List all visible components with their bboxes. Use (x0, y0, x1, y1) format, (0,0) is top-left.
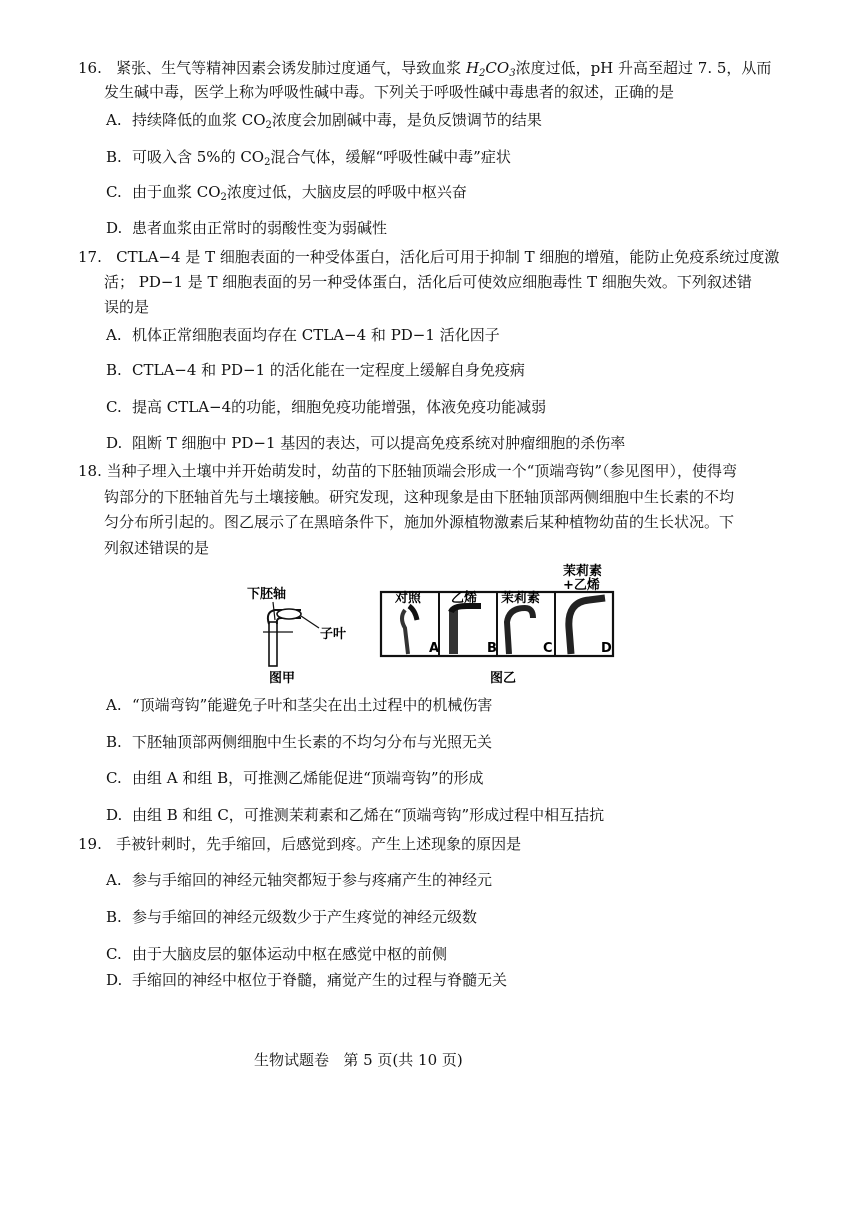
q18-option-c: C. 由组 A 和组 B，可推测乙烯能促进“顶端弯钩”的形成 (106, 769, 484, 787)
q18-figure (245, 562, 620, 690)
group-c-label: 茉莉素 (501, 591, 541, 606)
q18-option-b: B. 下胚轴顶部两侧细胞中生长素的不均匀分布与光照无关 (106, 733, 493, 751)
q16-stem-line2: 发生碱中毒，医学上称为呼吸性碱中毒。下列关于呼吸性碱中毒患者的叙述，正确的是 (104, 83, 675, 101)
h2co3-formula: $H_2CO_3$ (465, 59, 516, 79)
group-a-letter: A (429, 641, 440, 656)
q16-option-a: A. 持续降低的血浆 $CO_2$浓度会加剧碱中毒，是负反馈调节的结果 (106, 111, 542, 131)
cotyledon-label: 子叶 (320, 627, 347, 642)
q16-stem-line1: 16. 紧张、生气等精神因素会诱发肺过度通气，导致血浆 $H_2CO_3$浓度过低，pH 升高至超过 7. 5，从而 (78, 59, 772, 79)
q19-option-a: A. 参与手缩回的神经元轴突都短于参与疼痛产生的神经元 (106, 871, 493, 889)
q18-option-d: D. 由组 B 和组 C，可推测茉莉素和乙烯在“顶端弯钩”形成过程中相互拮抗 (106, 806, 605, 824)
group-a-label: 对照 (395, 591, 422, 606)
group-d-label2: +乙烯 (563, 578, 600, 593)
page-footer (254, 1050, 463, 1070)
q17-stem-line1: 17. CTLA−4 是 T 细胞表面的一种受体蛋白，活化后可用于抑制 T 细胞的增殖，能防止免疫系统过度激 (78, 248, 780, 266)
footer-page-number: 第 5 页(共 10 页) (343, 1051, 463, 1069)
q16-option-d: D. 患者血浆由正常时的弱酸性变为弱碱性 (106, 219, 388, 237)
q17-stem-line2: 活； PD−1 是 T 细胞表面的另一种受体蛋白，活化后可使效应细胞毒性 T 细胞失效。下列叙述错 (104, 273, 752, 291)
q19-option-b: B. 参与手缩回的神经元级数少于产生疼觉的神经元级数 (106, 908, 478, 926)
q16-option-c: C. 由于血浆 $CO_2$浓度过低，大脑皮层的呼吸中枢兴奋 (106, 183, 467, 203)
q18-stem-line3: 匀分布所引起的。图乙展示了在黑暗条件下，施加外源植物激素后某种植物幼苗的生长状况。下 (104, 513, 735, 531)
figure-jia (247, 586, 347, 686)
hypocotyl-label: 下胚轴 (247, 587, 287, 602)
group-b-label: 乙烯 (451, 591, 478, 606)
q18-stem-line1: 18. 当种子埋入土壤中并开始萌发时，幼苗的下胚轴顶端会形成一个“顶端弯钩”（参见图甲），使得弯 (78, 462, 737, 480)
figure-jia-caption: 图甲 (269, 671, 296, 686)
q19-stem: 19. 手被针刺时，先手缩回，后感觉到疼。产生上述现象的原因是 (78, 835, 522, 853)
q16-option-b: B. 可吸入含 5%的 $CO_2$混合气体，缓解“呼吸性碱中毒”症状 (106, 148, 511, 168)
hypocotyl-shape (269, 622, 277, 666)
q18-number: 18. (78, 462, 102, 480)
q18-stem-line2: 钩部分的下胚轴首先与土壤接触。研究发现，这种现象是由下胚轴顶部两侧细胞中生长素的不均 (104, 488, 735, 506)
q18-option-a: A. “顶端弯钩”能避免子叶和茎尖在出土过程中的机械伤害 (106, 696, 493, 714)
group-b-letter: B (487, 641, 497, 656)
group-d-label: 茉莉素 (563, 564, 603, 579)
q19-option-c: C. 由于大脑皮层的躯体运动中枢在感觉中枢的前侧 (106, 945, 448, 963)
group-d-letter: D (601, 641, 612, 656)
q17-option-a: A. 机体正常细胞表面均存在 CTLA−4 和 PD−1 活化因子 (106, 326, 500, 344)
group-c-letter: C (543, 641, 553, 656)
figure-yi (381, 563, 613, 686)
q17-option-b: B. CTLA−4 和 PD−1 的活化能在一定程度上缓解自身免疫病 (106, 361, 525, 379)
cotyledon-shape (277, 609, 301, 619)
footer-subject: 生物试题卷 (254, 1051, 330, 1069)
q17-option-c: C. 提高 CTLA−4的功能，细胞免疫功能增强，体液免疫功能减弱 (106, 398, 547, 416)
q16-number: 16. (78, 59, 102, 77)
q17-stem-line3: 误的是 (104, 298, 150, 316)
q19-option-d: D. 手缩回的神经中枢位于脊髓，痛觉产生的过程与脊髓无关 (106, 971, 508, 989)
q17-number: 17. (78, 248, 102, 266)
q17-option-d: D. 阻断 T 细胞中 PD−1 基因的表达，可以提高免疫系统对肿瘤细胞的杀伤率 (106, 434, 626, 452)
q19-number: 19. (78, 835, 102, 853)
figure-yi-caption: 图乙 (490, 671, 517, 686)
q18-stem-line4: 列叙述错误的是 (104, 539, 210, 557)
